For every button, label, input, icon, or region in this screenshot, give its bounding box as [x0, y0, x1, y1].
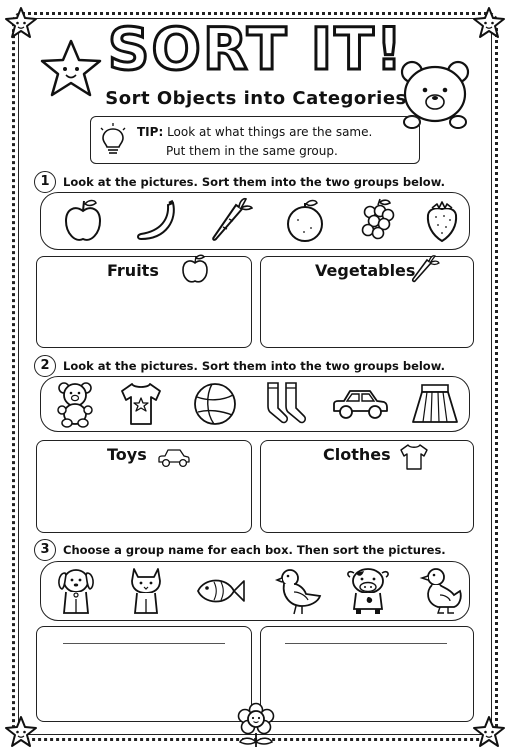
sort-box-left[interactable] — [36, 626, 252, 722]
picture-strip-1 — [40, 192, 470, 250]
socks-icon[interactable] — [262, 380, 310, 428]
box-label-fruits: Fruits — [107, 261, 159, 280]
picture-strip-2 — [40, 376, 470, 432]
teddy-bear-icon[interactable] — [54, 380, 96, 428]
car-icon — [157, 447, 191, 469]
dog-icon[interactable] — [54, 565, 98, 617]
question-number-2: 2 — [34, 355, 56, 377]
apple-icon — [181, 253, 209, 285]
group-name-line[interactable] — [63, 643, 225, 644]
star-icon — [4, 715, 38, 749]
picture-strip-3 — [40, 561, 470, 621]
box-label-vegetables: Vegetables — [315, 261, 416, 280]
tip-line-2: Put them in the same group. — [166, 144, 338, 158]
bird-icon[interactable] — [276, 566, 322, 616]
tip-label: TIP: — [137, 125, 164, 139]
cow-icon[interactable] — [344, 565, 392, 617]
strawberry-icon[interactable] — [424, 197, 460, 245]
sort-box-fruits[interactable] — [36, 256, 252, 348]
apple-icon[interactable] — [63, 197, 103, 245]
ball-icon[interactable] — [192, 381, 238, 427]
question-number-3: 3 — [34, 539, 56, 561]
carrot-icon[interactable] — [210, 197, 254, 245]
tip-box — [90, 116, 420, 164]
sort-box-vegetables[interactable] — [260, 256, 474, 348]
tshirt-icon[interactable] — [118, 381, 164, 427]
carrot-icon — [411, 255, 439, 285]
cat-icon[interactable] — [126, 565, 166, 617]
question-number-1: 1 — [34, 171, 56, 193]
sort-box-clothes[interactable] — [260, 440, 474, 533]
question-3-instruction: Choose a group name for each box. Then sort the pictures. — [63, 543, 446, 557]
car-icon[interactable] — [330, 385, 390, 423]
page-title: SORT IT! — [107, 15, 405, 83]
lightbulb-icon — [99, 123, 127, 157]
page-subtitle: Sort Objects into Categories — [105, 88, 407, 109]
box-label-clothes: Clothes — [323, 445, 391, 464]
tip-line-1: Look at what things are the same. — [167, 125, 373, 139]
flower-icon — [232, 702, 280, 748]
box-label-toys: Toys — [107, 445, 147, 464]
question-2-instruction: Look at the pictures. Sort them into the two groups below. — [63, 359, 445, 373]
banana-icon[interactable] — [133, 199, 181, 245]
fish-icon[interactable] — [194, 572, 246, 610]
question-1-instruction: Look at the pictures. Sort them into the two groups below. — [63, 175, 445, 189]
star-icon — [472, 715, 506, 749]
orange-icon[interactable] — [284, 198, 326, 244]
skirt-icon[interactable] — [410, 382, 460, 426]
duck-icon[interactable] — [420, 565, 464, 617]
group-name-line[interactable] — [285, 643, 447, 644]
tshirt-icon — [399, 443, 429, 471]
sort-box-right[interactable] — [260, 626, 474, 722]
sort-box-toys[interactable] — [36, 440, 252, 533]
grapes-icon[interactable] — [358, 197, 398, 245]
